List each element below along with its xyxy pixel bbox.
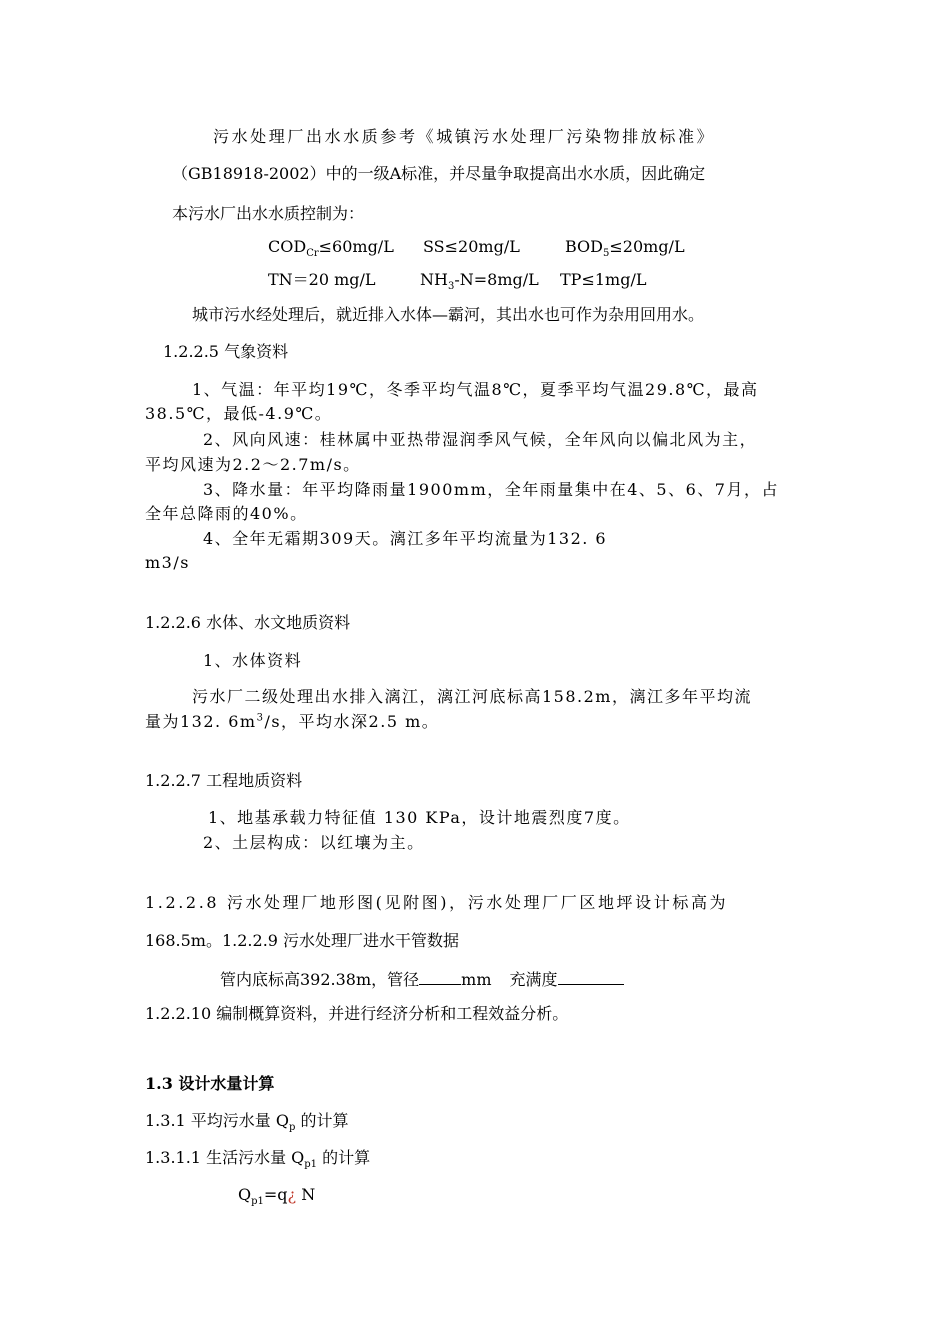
weather-temp-line-2: 38.5℃，最低-4.9℃。 bbox=[145, 404, 333, 423]
geology-line-1: 1、地基承载力特征值 130 KPa，设计地震烈度7度。 bbox=[208, 808, 631, 827]
weather-wind-line-2: 平均风速为2.2～2.7m/s。 bbox=[145, 455, 361, 474]
section-1-2-2-8-line-1: 1.2.2.8 污水处理厂地形图(见附图)，污水处理厂厂区地坪设计标高为 bbox=[145, 893, 729, 912]
geology-line-2: 2、土层构成：以红壤为主。 bbox=[203, 833, 425, 852]
standard-cod: $COD_{Cr}\le 60mg/L$ bbox=[268, 237, 394, 260]
pipe-diameter-blank bbox=[419, 968, 461, 985]
intro-line-2: （GB18918-2002）中的一级A标准，并尽量争取提高出水水质，因此确定 bbox=[172, 164, 706, 183]
heading-1-3: 1.3 设计水量计算 bbox=[145, 1074, 275, 1093]
discharge-paragraph: 城市污水经处理后，就近排入水体—霸河，其出水也可作为杂用回用水。 bbox=[192, 305, 705, 324]
weather-frost-line-1: 4、全年无霜期309天。漓江多年平均流量为132. 6 bbox=[203, 529, 608, 548]
pipe-fullness-blank bbox=[558, 968, 624, 985]
heading-1-2-2-5: 1.2.2.5 气象资料 bbox=[163, 342, 289, 361]
intro-line-1: 污水处理厂出水水质参考《城镇污水处理厂污染物排放标准》 bbox=[213, 127, 716, 146]
formula-qp1: $Q_{p1}=q¿$ N bbox=[238, 1185, 316, 1208]
weather-wind-line-1: 2、风向风速：桂林属中亚热带湿润季风气候，全年风向以偏北风为主， bbox=[203, 430, 758, 449]
heading-1-2-2-7: 1.2.2.7 工程地质资料 bbox=[145, 771, 303, 790]
weather-temp-line-1: 1、气温：年平均19℃，冬季平均气温8℃，夏季平均气温29.8℃，最高 bbox=[192, 380, 759, 399]
standard-tp: TP≤1mg/L bbox=[560, 270, 647, 289]
standard-ss: SS≤20mg/L bbox=[423, 237, 520, 256]
heading-1-3-1-1: 1.3.1.1 生活污水量 $Q_{p1}$ 的计算 bbox=[145, 1148, 371, 1171]
standard-tn: TN＝20 mg/L bbox=[268, 270, 376, 289]
heading-1-3-1: 1.3.1 平均污水量 $Q_p$ 的计算 bbox=[145, 1111, 349, 1134]
section-1-2-2-10: 1.2.2.10 编制概算资料，并进行经济分析和工程效益分析。 bbox=[145, 1004, 569, 1023]
formula-placeholder-mark: ¿ bbox=[287, 1185, 297, 1204]
weather-rain-line-2: 全年总降雨的40%。 bbox=[145, 504, 308, 523]
water-body-line-2: 量为132. $6m^3/s$，平均水深2.5 m。 bbox=[145, 712, 440, 731]
section-1-2-2-8-line-2: 168.5m。1.2.2.9 污水处理厂进水干管数据 bbox=[145, 931, 460, 950]
pipe-data-line: 管内底标高392.38m，管径 mm 充满度 bbox=[220, 968, 624, 990]
heading-1-2-2-6: 1.2.2.6 水体、水文地质资料 bbox=[145, 613, 351, 632]
water-body-line-1: 污水厂二级处理出水排入漓江，漓江河底标高158.2m，漓江多年平均流 bbox=[192, 687, 752, 706]
weather-rain-line-1: 3、降水量：年平均降雨量1900mm，全年雨量集中在4、5、6、7月，占 bbox=[203, 480, 779, 499]
weather-frost-line-2: m3/s bbox=[145, 553, 190, 572]
standard-nh3n: $NH_3-N=8mg/L$ bbox=[420, 270, 539, 293]
standard-bod: $BOD_5\le 20mg/L$ bbox=[565, 237, 685, 260]
water-body-title: 1、水体资料 bbox=[203, 651, 303, 670]
intro-line-3: 本污水厂出水水质控制为： bbox=[172, 204, 365, 223]
